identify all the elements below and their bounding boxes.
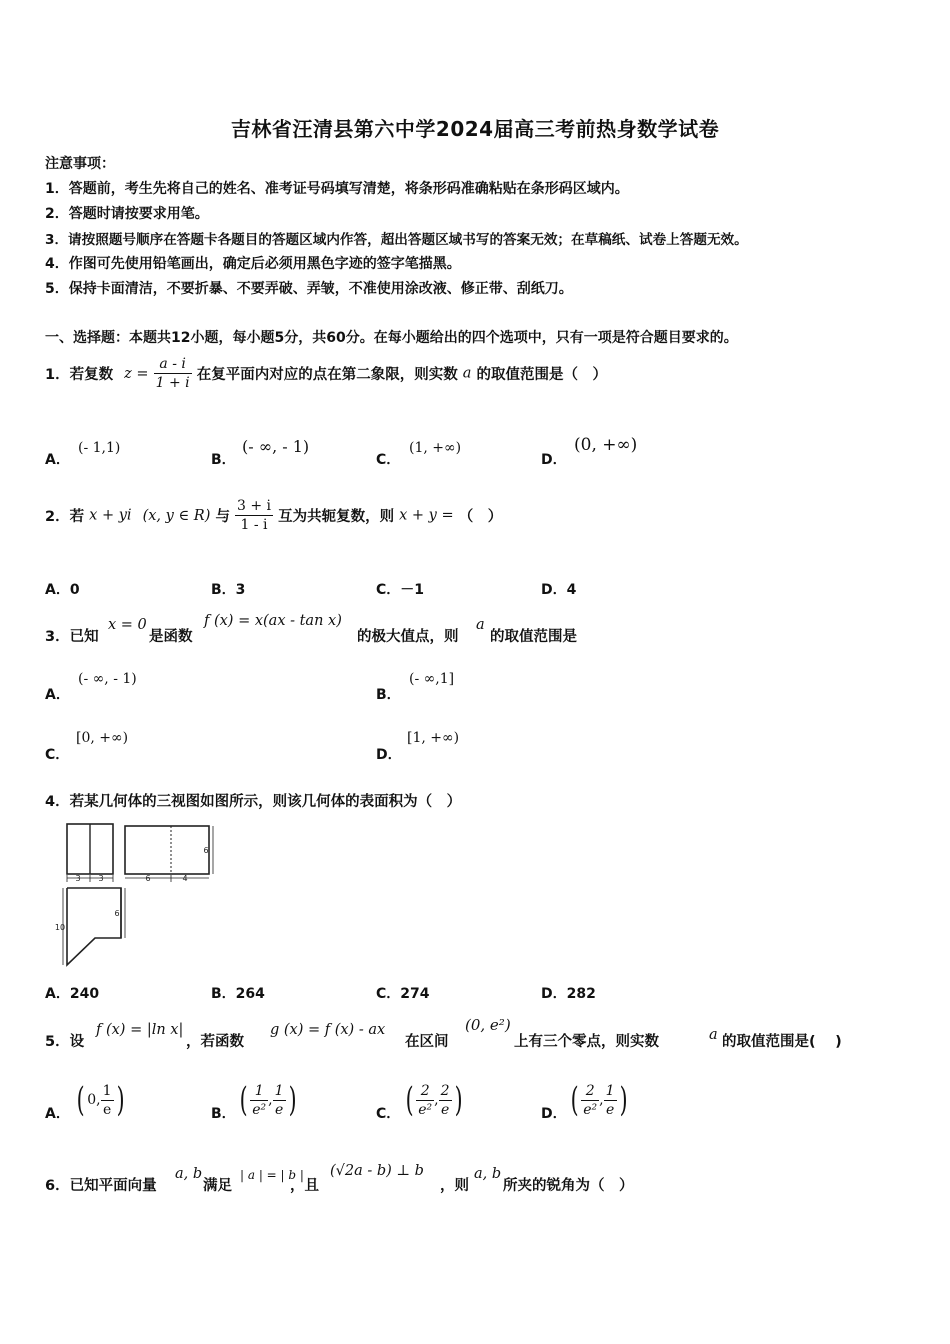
q5-option-b: B． — [211, 1106, 236, 1122]
q3-option-d: D． — [376, 747, 402, 763]
q2-option-a: A．0 — [45, 582, 80, 598]
q3-fx: f (x) = x(ax - tan x) — [204, 613, 342, 629]
q2-den: 1 - i — [240, 517, 268, 533]
notice-item: 2．答题时请按要求用笔。 — [45, 206, 209, 222]
q3-option-c-value: [0, +∞) — [76, 730, 129, 746]
three-view-diagram — [55, 820, 225, 970]
dim-label: 10 — [55, 923, 66, 932]
q5-option-d: D． — [541, 1106, 567, 1122]
q3-end: 的取值范围是 — [490, 629, 577, 645]
q2-option-d: D．4 — [541, 582, 577, 598]
q2-option-b: B．3 — [211, 582, 246, 598]
q2-mid: 与 — [215, 509, 230, 525]
q1-z: z = — [124, 365, 149, 382]
q4-option-a: A．240 — [45, 986, 100, 1002]
q5-mid: ，若函数 — [186, 1034, 244, 1050]
dim-label: 3 — [98, 874, 104, 883]
q5-gx: g (x) = f (x) - ax — [270, 1022, 386, 1038]
notice-item: 3．请按照题号顺序在答题卡各题目的答题区域内作答，超出答题区域书写的答案无效；在草稿纸、试卷上答题无效。 — [45, 232, 748, 248]
q5-var: a — [709, 1027, 718, 1043]
q3-option-a: A． — [45, 687, 70, 703]
q1-option-c: C． — [376, 452, 401, 468]
q6-end: 所夹的锐角为（ ） — [503, 1178, 634, 1194]
q3-pre: 3．已知 — [45, 629, 99, 645]
q2-fraction — [235, 497, 273, 534]
q2-cond: (x, y ∈ R) — [142, 507, 211, 524]
q3-mid: 是函数 — [149, 629, 193, 645]
dim-label: 6 — [145, 874, 151, 883]
question-2 — [45, 497, 502, 534]
page-title: 吉林省汪清县第六中学2024届高三考前热身数学试卷 — [230, 117, 720, 141]
q5-post: 上有三个零点，则实数 — [514, 1034, 659, 1050]
q1-var: a — [462, 365, 472, 382]
top-view — [67, 888, 121, 965]
notice-item: 1．答题前，考生先将自己的姓名、准考证号码填写清楚，将条形码准确粘贴在条形码区域内。 — [45, 181, 629, 197]
notice-item: 5．保持卡面清洁，不要折暴、不要弄破、弄皱，不准使用涂改液、修正带、刮纸刀。 — [45, 281, 573, 297]
q1-post: 在复平面内对应的点在第二象限，则实数 — [196, 367, 458, 383]
q5-fx: f (x) = |ln x| — [96, 1022, 184, 1038]
q3-post: 的极大值点，则 — [357, 629, 459, 645]
q1-option-b: B． — [211, 452, 236, 468]
q2-end: （ ） — [458, 509, 503, 525]
q6-cond2: (√2a - b) ⊥ b — [330, 1163, 424, 1179]
q3-option-b-value: (- ∞,1] — [409, 671, 455, 687]
q3-option-d-value: [1, +∞) — [407, 730, 460, 746]
q5-option-d-value: ( $\frac{2}{\text{e²}}$ , $\frac{1}{e}$ ) — [570, 1080, 628, 1120]
dim-label: 6 — [203, 846, 209, 855]
side-view — [125, 826, 209, 874]
q2-option-c: C．－1 — [376, 582, 425, 598]
q4-option-c-value: 274 — [400, 986, 430, 1002]
paren-left: ( — [76, 1080, 85, 1120]
q3-x0: x = 0 — [108, 617, 147, 633]
paren-right: ) — [116, 1080, 125, 1120]
q5-option-c: C． — [376, 1106, 401, 1122]
q5-option-c-value: ( $\frac{2}{\text{e²}}$ , $\frac{2}{e}$ ) — [405, 1080, 463, 1120]
q5-mid2: 在区间 — [405, 1034, 449, 1050]
q4-option-d-value: 282 — [566, 986, 596, 1002]
question-1 — [45, 355, 607, 392]
q2-option-d-value: 4 — [566, 582, 577, 598]
dim-label: 4 — [182, 874, 188, 883]
notice-item: 4．作图可先使用铅笔画出，确定后必须用黑色字迹的签字笔描黑。 — [45, 256, 461, 272]
q4-option-d: D．282 — [541, 986, 596, 1002]
q4-option-b-value: 264 — [235, 986, 265, 1002]
q3-option-c: C． — [45, 747, 70, 763]
q3-var: a — [476, 617, 485, 633]
q3-option-b: B． — [376, 687, 401, 703]
q1-option-a-value: (- 1,1) — [78, 440, 121, 456]
q1-option-d-value: (0, +∞) — [574, 435, 638, 455]
q1-fraction — [154, 355, 192, 392]
q2-expr: x + yi — [89, 507, 132, 524]
q4-option-c: C．274 — [376, 986, 430, 1002]
q3-option-a-value: (- ∞, - 1) — [78, 671, 137, 687]
dim-label: 3 — [75, 874, 81, 883]
q4-text: 4．若某几何体的三视图如图所示，则该几何体的表面积为（ ） — [45, 794, 462, 810]
q1-option-b-value: (- ∞, - 1) — [242, 437, 310, 456]
q5-option-a: A． — [45, 1106, 70, 1122]
q1-option-d: D． — [541, 452, 567, 468]
q1-pre: 1．若复数 — [45, 367, 114, 383]
q6-pre: 6．已知平面向量 — [45, 1178, 157, 1194]
q5-option-a-value: ( 0, $\frac{1}{e}$ ) — [76, 1080, 125, 1120]
q6-mid2: ，且 — [290, 1178, 319, 1194]
q2-pre: 2．若 — [45, 509, 85, 525]
q1-end: 的取值范围是（ ） — [476, 367, 607, 383]
section-heading: 一、选择题：本题共12小题，每小题5分，共60分。在每小题给出的四个选项中，只有一项是符合题目要求的。 — [45, 330, 738, 346]
q2-option-b-value: 3 — [235, 582, 246, 598]
q6-mid3: ，则 — [440, 1178, 469, 1194]
q1-option-a: A． — [45, 452, 70, 468]
q6-ab2: a, b — [474, 1166, 502, 1182]
notice-heading: 注意事项： — [45, 156, 115, 172]
q1-option-c-value: (1, +∞) — [409, 440, 462, 456]
q1-den: 1 + i — [155, 375, 190, 391]
q6-cond: | a | = | b | — [240, 1168, 304, 1182]
q2-option-a-value: 0 — [69, 582, 80, 598]
q2-post: 互为共轭复数，则 — [278, 509, 395, 525]
q2-ask: x + y = — [399, 507, 454, 524]
q4-option-a-value: 240 — [69, 986, 100, 1002]
q5-end: 的取值范围是( ) — [722, 1034, 842, 1050]
q6-ab: a, b — [175, 1166, 203, 1182]
q5-pre: 5．设 — [45, 1034, 85, 1050]
q4-option-b: B．264 — [211, 986, 265, 1002]
q5-option-b-value: ( $\frac{1}{\text{e²}}$ , $\frac{1}{e}$ ) — [239, 1080, 297, 1120]
q1-num: a - i — [154, 355, 192, 374]
dim-label: 6 — [114, 909, 120, 918]
q2-option-c-value: －1 — [400, 582, 425, 598]
q6-mid: 满足 — [203, 1178, 232, 1194]
q5-interval: (0, e²) — [465, 1016, 511, 1034]
q2-num: 3 + i — [237, 498, 272, 514]
